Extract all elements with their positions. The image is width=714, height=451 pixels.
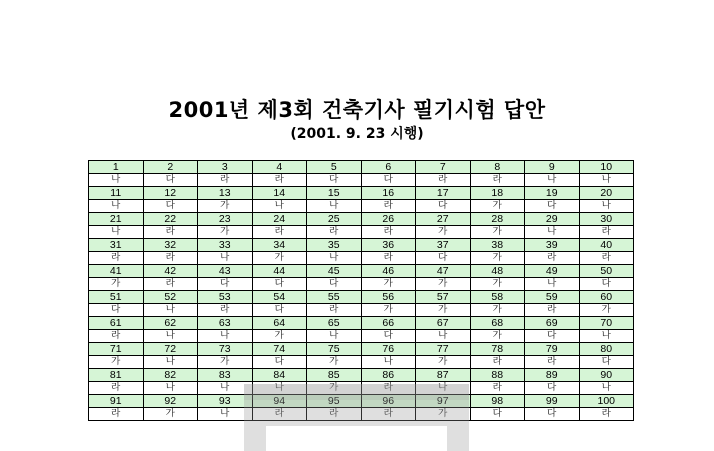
answer-cell: 나: [307, 330, 362, 343]
answer-row: [89, 356, 634, 369]
question-number-cell: 6: [361, 161, 416, 174]
question-number-cell: 41: [89, 265, 144, 278]
answer-cell: 가: [470, 304, 525, 317]
question-number-cell: 39: [525, 239, 580, 252]
question-number-row: [89, 291, 634, 304]
question-number-cell: 14: [252, 187, 307, 200]
answer-cell: 가: [470, 252, 525, 265]
question-number-cell: 28: [470, 213, 525, 226]
question-number-row: [89, 317, 634, 330]
question-number-cell: 51: [89, 291, 144, 304]
answer-cell: 라: [307, 304, 362, 317]
question-number-cell: 19: [525, 187, 580, 200]
answer-row: [89, 278, 634, 291]
question-number-cell: 20: [579, 187, 634, 200]
answer-row: [89, 252, 634, 265]
answer-cell: 나: [579, 174, 634, 187]
question-number-cell: 82: [143, 369, 198, 382]
answer-cell: 나: [143, 382, 198, 395]
answer-cell: 나: [579, 330, 634, 343]
question-number-cell: 37: [416, 239, 471, 252]
answer-cell: 나: [579, 200, 634, 213]
question-number-row: [89, 343, 634, 356]
question-number-cell: 72: [143, 343, 198, 356]
answer-cell: 가: [89, 278, 144, 291]
exam-date-subtitle: (2001. 9. 23 시행): [290, 126, 424, 142]
question-number-cell: 52: [143, 291, 198, 304]
question-number-cell: 78: [470, 343, 525, 356]
question-number-row: [89, 213, 634, 226]
question-number-cell: 58: [470, 291, 525, 304]
answer-cell: 나: [89, 226, 144, 239]
question-number-cell: 57: [416, 291, 471, 304]
question-number-cell: 43: [198, 265, 253, 278]
question-number-cell: 34: [252, 239, 307, 252]
answer-cell: 가: [89, 356, 144, 369]
answer-cell: 가: [470, 278, 525, 291]
answer-cell: 나: [416, 382, 471, 395]
answer-cell: 다: [525, 382, 580, 395]
answer-cell: 라: [525, 356, 580, 369]
question-number-cell: 79: [525, 343, 580, 356]
answer-cell: 라: [89, 330, 144, 343]
question-number-cell: 62: [143, 317, 198, 330]
answer-cell: 나: [89, 174, 144, 187]
answer-row: [89, 200, 634, 213]
question-number-cell: 93: [198, 395, 253, 408]
answer-cell: 라: [361, 226, 416, 239]
answer-cell: 다: [525, 408, 580, 421]
question-number-cell: 87: [416, 369, 471, 382]
answer-cell: 나: [525, 278, 580, 291]
answer-cell: 가: [307, 356, 362, 369]
question-number-cell: 45: [307, 265, 362, 278]
question-number-cell: 59: [525, 291, 580, 304]
answer-cell: 라: [89, 382, 144, 395]
answer-cell: 가: [470, 200, 525, 213]
answer-cell: 나: [252, 382, 307, 395]
question-number-cell: 21: [89, 213, 144, 226]
question-number-cell: 74: [252, 343, 307, 356]
question-number-cell: 33: [198, 239, 253, 252]
question-number-cell: 69: [525, 317, 580, 330]
question-number-cell: 98: [470, 395, 525, 408]
answer-cell: 라: [579, 252, 634, 265]
answer-cell: 다: [416, 200, 471, 213]
answer-cell: 나: [198, 408, 253, 421]
question-number-cell: 22: [143, 213, 198, 226]
answer-cell: 라: [143, 278, 198, 291]
question-number-cell: 30: [579, 213, 634, 226]
question-number-cell: 46: [361, 265, 416, 278]
answer-cell: 나: [416, 330, 471, 343]
page-title: 2001년 제3회 건축기사 필기시험 답안: [168, 98, 546, 122]
question-number-cell: 7: [416, 161, 471, 174]
answer-cell: 라: [252, 226, 307, 239]
answer-cell: 나: [307, 252, 362, 265]
answer-cell: 라: [416, 174, 471, 187]
question-number-cell: 83: [198, 369, 253, 382]
question-number-cell: 61: [89, 317, 144, 330]
question-number-cell: 31: [89, 239, 144, 252]
question-number-cell: 47: [416, 265, 471, 278]
answer-cell: 라: [307, 408, 362, 421]
answer-cell: 다: [252, 278, 307, 291]
question-number-cell: 99: [525, 395, 580, 408]
question-number-cell: 4: [252, 161, 307, 174]
question-number-cell: 94: [252, 395, 307, 408]
answer-cell: 나: [143, 356, 198, 369]
answer-cell: 가: [198, 226, 253, 239]
answer-row: [89, 174, 634, 187]
question-number-cell: 90: [579, 369, 634, 382]
answer-cell: 다: [307, 278, 362, 291]
question-number-row: [89, 187, 634, 200]
question-number-cell: 56: [361, 291, 416, 304]
answer-cell: 나: [361, 356, 416, 369]
question-number-cell: 80: [579, 343, 634, 356]
question-number-cell: 89: [525, 369, 580, 382]
question-number-cell: 11: [89, 187, 144, 200]
answer-row: [89, 304, 634, 317]
answer-cell: 가: [361, 278, 416, 291]
answer-cell: 라: [470, 174, 525, 187]
question-number-cell: 75: [307, 343, 362, 356]
question-number-cell: 35: [307, 239, 362, 252]
answer-cell: 다: [252, 356, 307, 369]
question-number-cell: 18: [470, 187, 525, 200]
question-number-cell: 24: [252, 213, 307, 226]
answer-cell: 다: [307, 174, 362, 187]
answer-cell: 가: [416, 304, 471, 317]
shaded-overlay: [447, 426, 469, 451]
answer-cell: 가: [416, 356, 471, 369]
question-number-cell: 68: [470, 317, 525, 330]
question-number-row: [89, 265, 634, 278]
answer-cell: 라: [198, 304, 253, 317]
answer-cell: 나: [252, 200, 307, 213]
answer-cell: 가: [361, 304, 416, 317]
answer-cell: 가: [252, 330, 307, 343]
question-number-cell: 76: [361, 343, 416, 356]
answer-cell: 가: [470, 330, 525, 343]
answer-cell: 라: [470, 382, 525, 395]
question-number-cell: 2: [143, 161, 198, 174]
question-number-cell: 26: [361, 213, 416, 226]
answer-cell: 다: [89, 304, 144, 317]
question-number-cell: 8: [470, 161, 525, 174]
answer-cell: 다: [525, 200, 580, 213]
question-number-cell: 9: [525, 161, 580, 174]
question-number-cell: 48: [470, 265, 525, 278]
answer-cell: 다: [198, 278, 253, 291]
question-number-row: [89, 161, 634, 174]
question-number-cell: 77: [416, 343, 471, 356]
question-number-cell: 71: [89, 343, 144, 356]
question-number-cell: 38: [470, 239, 525, 252]
question-number-cell: 55: [307, 291, 362, 304]
answer-cell: 가: [143, 408, 198, 421]
answer-cell: 다: [143, 200, 198, 213]
answer-cell: 라: [89, 408, 144, 421]
answer-cell: 가: [198, 356, 253, 369]
question-number-cell: 15: [307, 187, 362, 200]
answer-cell: 나: [89, 200, 144, 213]
question-number-cell: 63: [198, 317, 253, 330]
answer-cell: 다: [470, 408, 525, 421]
answer-cell: 라: [579, 408, 634, 421]
answer-cell: 라: [525, 304, 580, 317]
question-number-cell: 10: [579, 161, 634, 174]
answer-row: [89, 226, 634, 239]
answer-cell: 다: [361, 330, 416, 343]
question-number-cell: 27: [416, 213, 471, 226]
answer-cell: 가: [416, 226, 471, 239]
question-number-cell: 29: [525, 213, 580, 226]
answer-cell: 라: [361, 200, 416, 213]
question-number-cell: 92: [143, 395, 198, 408]
question-number-cell: 32: [143, 239, 198, 252]
question-number-cell: 50: [579, 265, 634, 278]
question-number-cell: 81: [89, 369, 144, 382]
answer-cell: 라: [143, 226, 198, 239]
answer-cell: 라: [252, 408, 307, 421]
question-number-cell: 13: [198, 187, 253, 200]
answer-cell: 나: [525, 174, 580, 187]
question-number-cell: 60: [579, 291, 634, 304]
question-number-cell: 65: [307, 317, 362, 330]
answer-cell: 가: [416, 408, 471, 421]
question-number-cell: 88: [470, 369, 525, 382]
answer-cell: 라: [89, 252, 144, 265]
answer-cell: 나: [198, 382, 253, 395]
answer-cell: 가: [579, 304, 634, 317]
answer-cell: 나: [143, 304, 198, 317]
shaded-overlay: [244, 426, 266, 451]
answer-cell: 나: [198, 252, 253, 265]
answer-cell: 라: [361, 252, 416, 265]
answer-cell: 가: [416, 278, 471, 291]
answer-cell: 다: [579, 278, 634, 291]
answer-cell: 라: [470, 356, 525, 369]
question-number-cell: 54: [252, 291, 307, 304]
answer-cell: 라: [252, 174, 307, 187]
question-number-cell: 5: [307, 161, 362, 174]
answer-cell: 다: [579, 356, 634, 369]
question-number-cell: 16: [361, 187, 416, 200]
question-number-cell: 95: [307, 395, 362, 408]
answer-cell: 가: [198, 200, 253, 213]
question-number-cell: 36: [361, 239, 416, 252]
answer-cell: 나: [525, 226, 580, 239]
question-number-cell: 17: [416, 187, 471, 200]
question-number-cell: 53: [198, 291, 253, 304]
answer-cell: 다: [416, 252, 471, 265]
question-number-cell: 3: [198, 161, 253, 174]
question-number-cell: 97: [416, 395, 471, 408]
question-number-cell: 67: [416, 317, 471, 330]
answer-row: [89, 330, 634, 343]
answer-cell: 나: [307, 200, 362, 213]
question-number-cell: 100: [579, 395, 634, 408]
question-number-cell: 84: [252, 369, 307, 382]
answer-cell: 다: [143, 174, 198, 187]
question-number-row: [89, 369, 634, 382]
answer-cell: 나: [579, 382, 634, 395]
answer-row: [89, 382, 634, 395]
answer-cell: 가: [307, 382, 362, 395]
answer-cell: 라: [361, 408, 416, 421]
answer-cell: 가: [252, 252, 307, 265]
answer-cell: 라: [307, 226, 362, 239]
answer-cell: 다: [525, 330, 580, 343]
question-number-cell: 86: [361, 369, 416, 382]
question-number-cell: 40: [579, 239, 634, 252]
question-number-cell: 25: [307, 213, 362, 226]
answer-cell: 라: [525, 252, 580, 265]
answer-cell: 라: [143, 252, 198, 265]
question-number-row: [89, 395, 634, 408]
answer-cell: 다: [252, 304, 307, 317]
question-number-cell: 64: [252, 317, 307, 330]
answer-row: [89, 408, 634, 421]
answer-cell: 다: [361, 174, 416, 187]
question-number-cell: 70: [579, 317, 634, 330]
answer-cell: 라: [198, 174, 253, 187]
question-number-row: [89, 239, 634, 252]
question-number-cell: 49: [525, 265, 580, 278]
question-number-cell: 85: [307, 369, 362, 382]
question-number-cell: 1: [89, 161, 144, 174]
answer-cell: 라: [579, 226, 634, 239]
question-number-cell: 73: [198, 343, 253, 356]
answer-cell: 가: [470, 226, 525, 239]
question-number-cell: 12: [143, 187, 198, 200]
answer-table: [88, 160, 634, 421]
question-number-cell: 66: [361, 317, 416, 330]
question-number-cell: 44: [252, 265, 307, 278]
answer-cell: 나: [143, 330, 198, 343]
question-number-cell: 96: [361, 395, 416, 408]
question-number-cell: 91: [89, 395, 144, 408]
question-number-cell: 23: [198, 213, 253, 226]
answer-cell: 라: [361, 382, 416, 395]
answer-cell: 나: [198, 330, 253, 343]
question-number-cell: 42: [143, 265, 198, 278]
